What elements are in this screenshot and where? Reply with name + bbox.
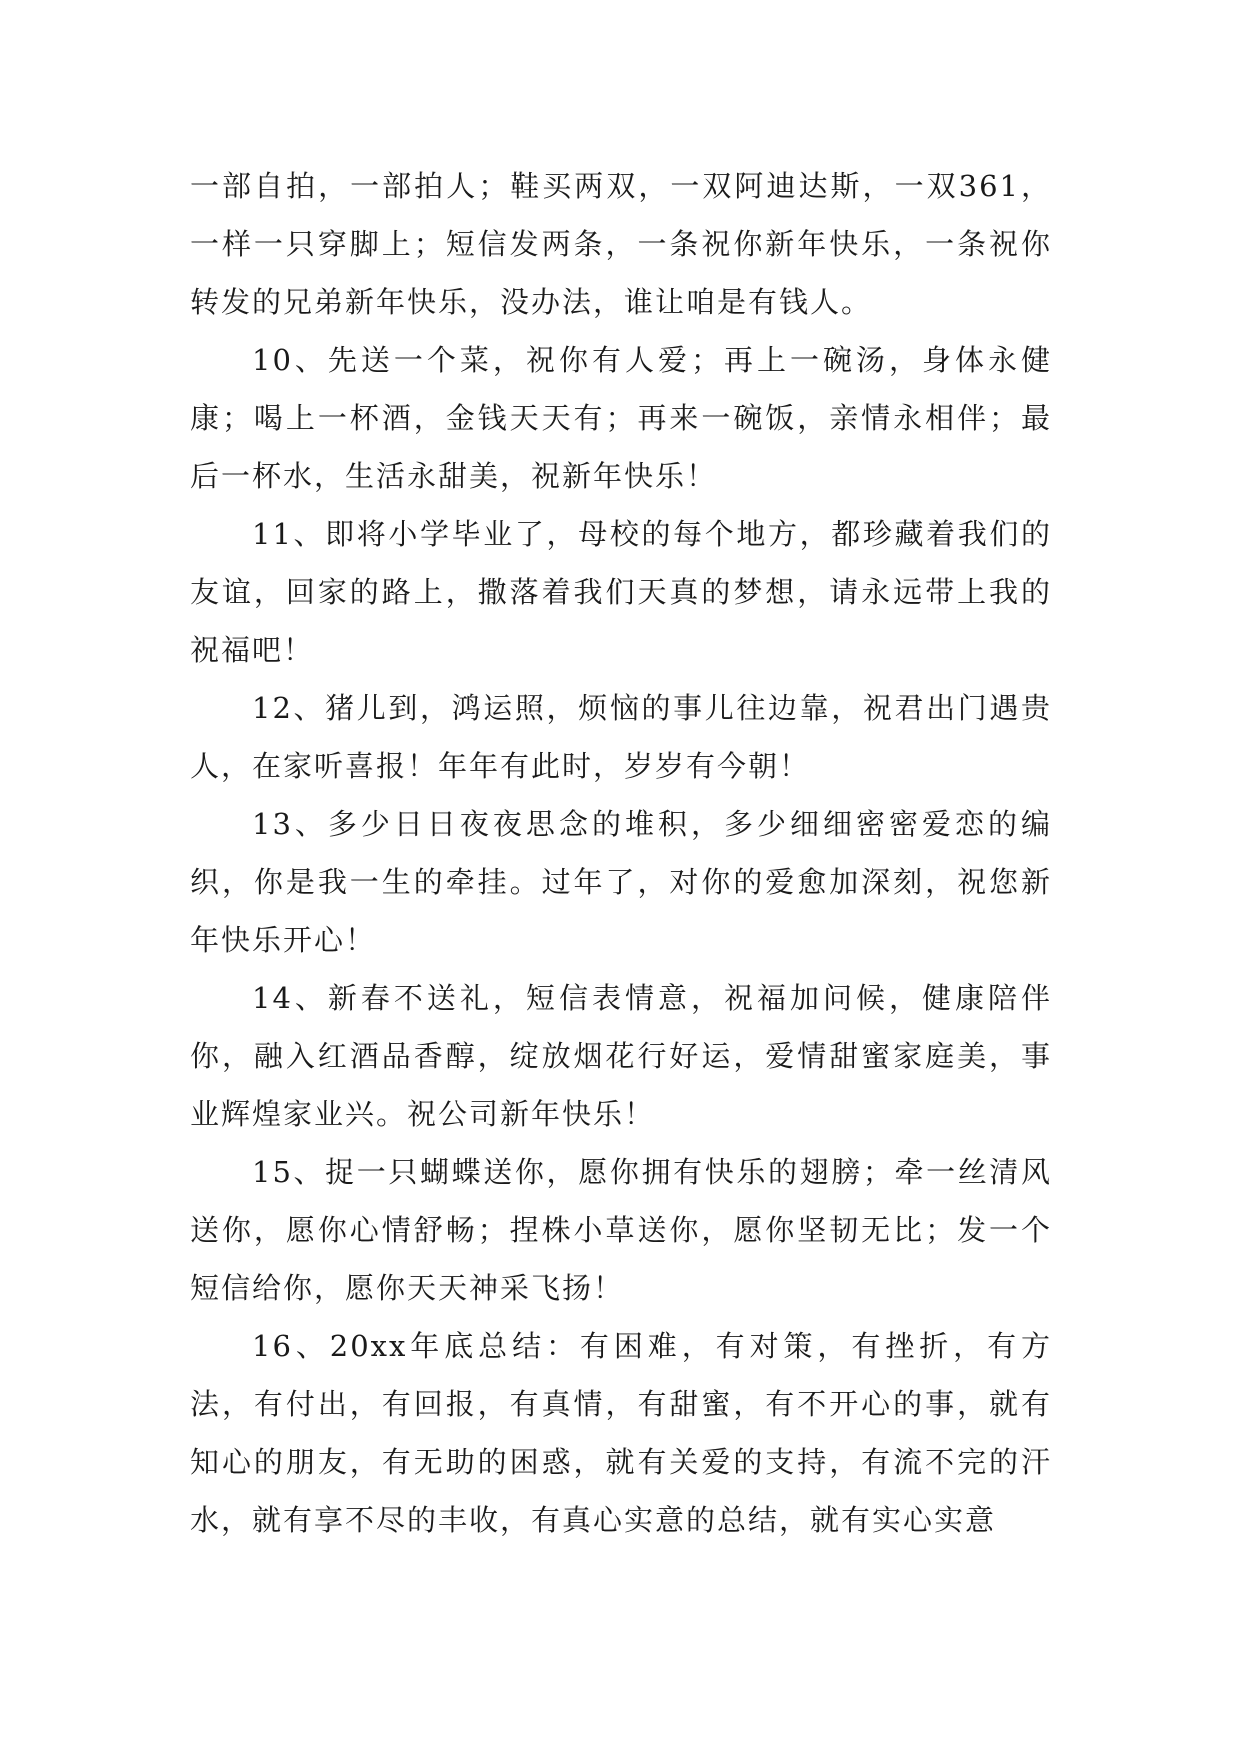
paragraph-11: 11、即将小学毕业了，母校的每个地方，都珍藏着我们的友谊，回家的路上，撒落着我们天真的梦想，请永远带上我的祝福吧！ bbox=[190, 517, 1052, 667]
paragraph-15: 15、捉一只蝴蝶送你，愿你拥有快乐的翅膀；牵一丝清风送你，愿你心情舒畅；捏株小草送你，愿你坚韧无比；发一个短信给你，愿你天天神采飞扬！ bbox=[190, 1155, 1052, 1305]
document-body bbox=[190, 157, 1052, 1549]
paragraph-continued: 一部自拍，一部拍人；鞋买两双，一双阿迪达斯，一双361，一样一只穿脚上；短信发两条，一条祝你新年快乐，一条祝你转发的兄弟新年快乐，没办法，谁让咱是有钱人。 bbox=[190, 169, 1052, 319]
paragraph-16: 16、20xx年底总结：有困难，有对策，有挫折，有方法，有付出，有回报，有真情，有甜蜜，有不开心的事，就有知心的朋友，有无助的困惑，就有关爱的支持，有流不完的汗水，就有享不尽的丰收，有真心实意的总结，就有实心实意 bbox=[190, 1329, 1052, 1537]
paragraph-14: 14、新春不送礼，短信表情意，祝福加问候，健康陪伴你，融入红酒品香醇，绽放烟花行好运，爱情甜蜜家庭美，事业辉煌家业兴。祝公司新年快乐！ bbox=[190, 981, 1052, 1131]
paragraph-12: 12、猪儿到，鸿运照，烦恼的事儿往边靠，祝君出门遇贵人，在家听喜报！年年有此时，岁岁有今朝！ bbox=[190, 691, 1052, 783]
paragraph-13: 13、多少日日夜夜思念的堆积，多少细细密密爱恋的编织，你是我一生的牵挂。过年了，对你的爱愈加深刻，祝您新年快乐开心！ bbox=[190, 807, 1052, 957]
paragraph-10: 10、先送一个菜，祝你有人爱；再上一碗汤，身体永健康；喝上一杯酒，金钱天天有；再来一碗饭，亲情永相伴；最后一杯水，生活永甜美，祝新年快乐！ bbox=[190, 343, 1052, 493]
